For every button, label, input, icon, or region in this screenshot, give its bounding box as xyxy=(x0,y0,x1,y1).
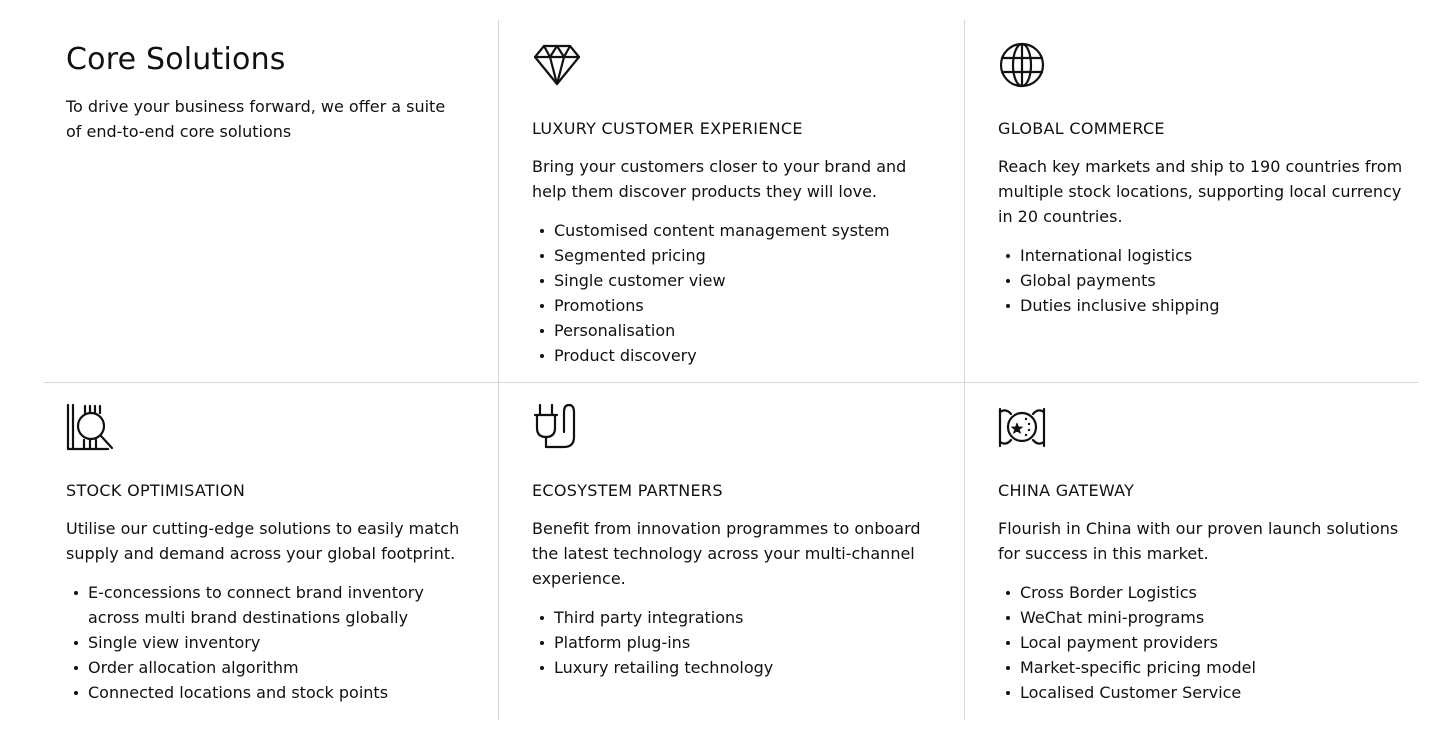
column-divider-1 xyxy=(498,20,499,720)
list-item: Single customer view xyxy=(554,268,942,293)
solution-feature-list xyxy=(532,218,942,368)
list-item: Duties inclusive shipping xyxy=(1020,293,1408,318)
list-item: E-concessions to connect brand inventory across multi brand destinations globally xyxy=(88,580,476,630)
list-item: Third party integrations xyxy=(554,605,942,630)
stock-search-icon xyxy=(66,402,116,452)
intro-section xyxy=(66,40,476,144)
solution-feature-list xyxy=(998,243,1408,318)
solution-heading: ECOSYSTEM PARTNERS xyxy=(532,481,723,500)
list-item: Connected locations and stock points xyxy=(88,680,476,705)
list-item: Promotions xyxy=(554,293,942,318)
diamond-icon xyxy=(532,40,582,90)
list-item: Segmented pricing xyxy=(554,243,942,268)
list-item: WeChat mini-programs xyxy=(1020,605,1408,630)
solution-feature-list xyxy=(66,580,476,705)
list-item: Localised Customer Service xyxy=(1020,680,1408,705)
solution-description: Flourish in China with our proven launch solutions for success in this market. xyxy=(998,519,1399,563)
intro-text: To drive your business forward, we offer a suite of end-to-end core solutions xyxy=(66,97,446,141)
solution-description: Reach key markets and ship to 190 countries from multiple stock locations, supporting local currency in 20 countries. xyxy=(998,157,1403,226)
solution-card-stock-optimisation xyxy=(66,402,476,705)
list-item: Global payments xyxy=(1020,268,1408,293)
list-item: Single view inventory xyxy=(88,630,476,655)
solution-heading: CHINA GATEWAY xyxy=(998,481,1135,500)
list-item: Luxury retailing technology xyxy=(554,655,942,680)
solution-heading: GLOBAL COMMERCE xyxy=(998,119,1165,138)
list-item: Platform plug-ins xyxy=(554,630,942,655)
list-item: Local payment providers xyxy=(1020,630,1408,655)
solution-card-china-gateway xyxy=(998,402,1408,705)
solution-feature-list xyxy=(532,605,942,680)
list-item: Customised content management system xyxy=(554,218,942,243)
solution-description: Utilise our cutting-edge solutions to easily match supply and demand across your global footprint. xyxy=(66,519,460,563)
page-title: Core Solutions xyxy=(66,42,286,77)
solution-heading: STOCK OPTIMISATION xyxy=(66,481,246,500)
row-divider xyxy=(44,382,1418,383)
solution-card-ecosystem-partners xyxy=(532,402,942,680)
list-item: Order allocation algorithm xyxy=(88,655,476,680)
list-item: Market-specific pricing model xyxy=(1020,655,1408,680)
list-item: Product discovery xyxy=(554,343,942,368)
china-gateway-icon xyxy=(998,402,1048,452)
solution-feature-list xyxy=(998,580,1408,705)
solution-card-luxury-customer-experience xyxy=(532,40,942,368)
plug-icon xyxy=(532,402,582,452)
solution-description: Benefit from innovation programmes to onboard the latest technology across your multi-channel experience. xyxy=(532,519,921,588)
list-item: Cross Border Logistics xyxy=(1020,580,1408,605)
list-item: Personalisation xyxy=(554,318,942,343)
solution-card-global-commerce xyxy=(998,40,1408,318)
solution-description: Bring your customers closer to your brand and help them discover products they will love. xyxy=(532,157,907,201)
list-item: International logistics xyxy=(1020,243,1408,268)
solution-heading: LUXURY CUSTOMER EXPERIENCE xyxy=(532,119,803,138)
globe-icon xyxy=(998,40,1048,90)
column-divider-2 xyxy=(964,20,965,720)
